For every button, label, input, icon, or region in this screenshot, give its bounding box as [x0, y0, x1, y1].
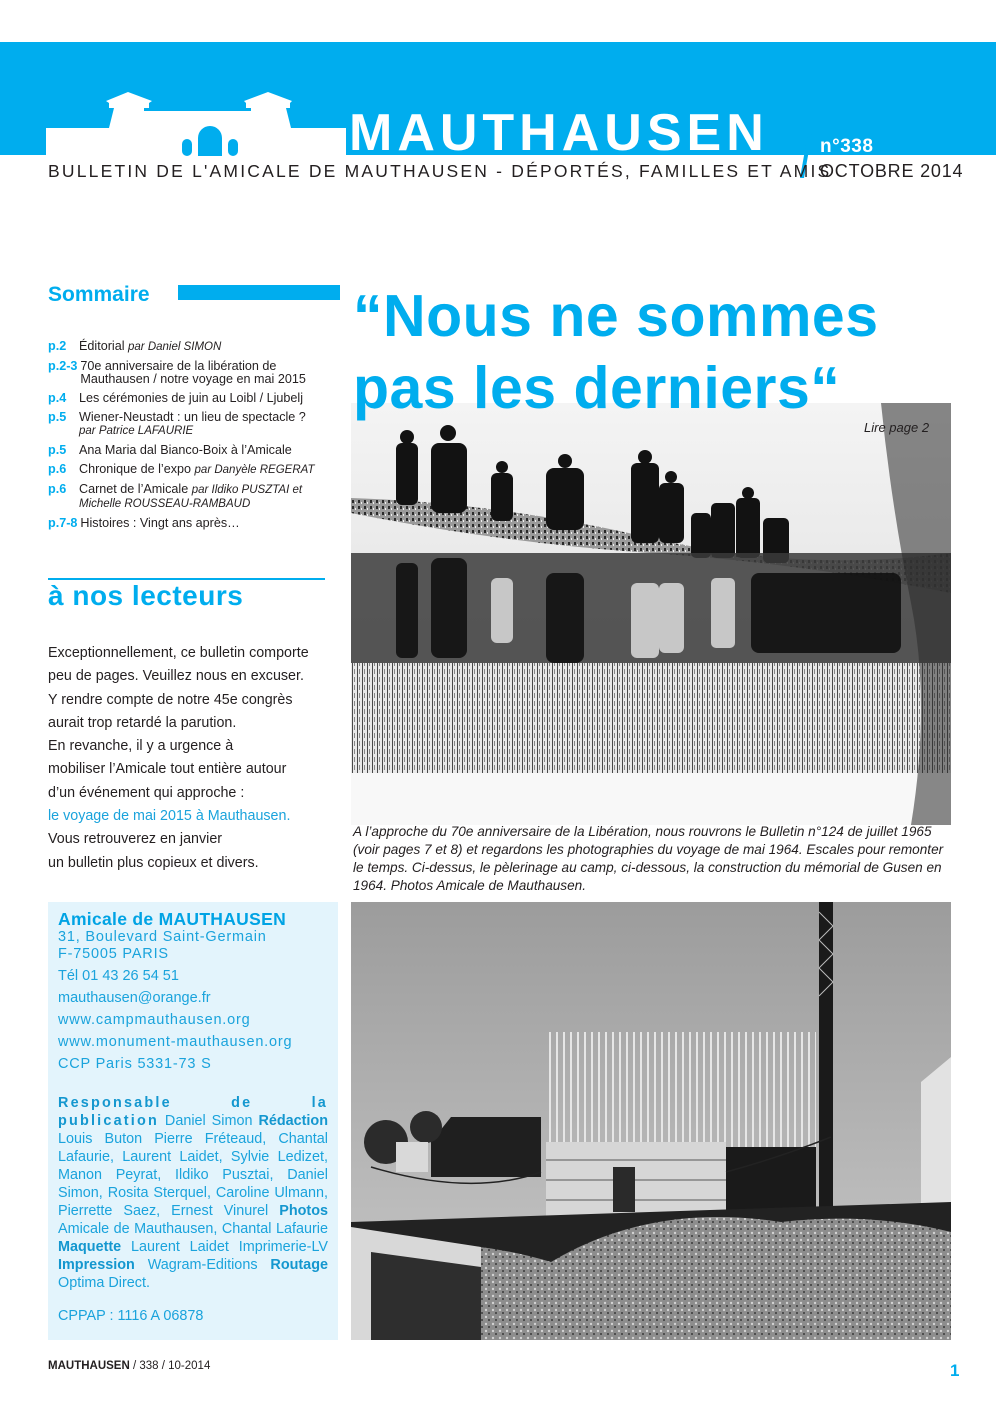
masthead-title: MAUTHAUSEN [349, 111, 769, 155]
toc-page: p.6 [48, 482, 67, 496]
credit-label: Responsable de la publication [58, 1095, 328, 1129]
cppap: CPPAP : 1116 A 06878 [58, 1308, 204, 1324]
text-line: En revanche, il y a urgence à [48, 738, 234, 755]
photo-image [351, 902, 951, 1340]
text-line: aurait trop retardé la parution. [48, 714, 237, 731]
toc-text: 70e anniversaire de la libération de Mauthausen / notre voyage en mai 2015 [80, 359, 306, 386]
headline-line: “Nous ne sommes [353, 283, 879, 349]
memorial-building-silhouette-icon [46, 86, 346, 156]
toc-item[interactable] [48, 340, 338, 354]
email-link[interactable]: mauthausen@orange.fr [58, 990, 211, 1006]
credit-label: Photos [279, 1203, 328, 1219]
credit-label: Routage [270, 1257, 328, 1273]
credit-value: Laurent Laidet Imprimerie-LV [131, 1239, 328, 1255]
toc-text: Histoires : Vingt ans après… [80, 516, 240, 530]
toc-item[interactable] [48, 411, 338, 438]
issue-date: OCTOBRE 2014 [820, 161, 964, 181]
toc-page: p.2 [48, 339, 67, 353]
toc-item[interactable] [48, 463, 338, 477]
footer-title: MAUTHAUSEN [48, 1360, 130, 1372]
toc-text: Les cérémonies de juin au Loibl / Ljubelj [79, 391, 304, 405]
toc-text: Éditorial [79, 339, 125, 353]
credits [58, 1094, 328, 1292]
toc-page: p.2-3 [48, 359, 78, 373]
toc-item[interactable] [48, 483, 338, 511]
address-line: 31, Boulevard Saint-Germain [58, 929, 267, 945]
credit-value: Wagram-Editions [147, 1257, 258, 1273]
headline-line: pas les derniers“ [353, 355, 841, 421]
text-line: Vous retrouverez en janvier [48, 831, 223, 848]
website-link[interactable]: www.monument-mauthausen.org [58, 1034, 293, 1050]
toc-author: par Danyèle REGERAT [194, 464, 315, 476]
phone: Tél 01 43 26 54 51 [58, 968, 179, 984]
read-more-link[interactable]: Lire page 2 [864, 420, 930, 435]
pilgrimage-photo [351, 403, 951, 825]
construction-photo [351, 902, 951, 1340]
issue-number: n°338 [820, 137, 874, 155]
table-of-contents [48, 340, 338, 536]
toc-author: par Ildiko PUSZTAI et Michelle ROUSSEAU-RAMBAUD [79, 484, 303, 510]
photo-image [351, 403, 951, 825]
contact-box [48, 902, 338, 1340]
toc-text: Ana Maria dal Bianco-Boix à l’Amicale [79, 443, 292, 457]
toc-text: Wiener-Neustadt : un lieu de spectacle ? [79, 410, 306, 424]
text-line: peu de pages. Veuillez nous en excuser. [48, 668, 304, 685]
toc-item[interactable] [48, 517, 338, 530]
toc-text: Chronique de l’expo [79, 462, 192, 476]
sommaire-bar [178, 285, 340, 300]
toc-item[interactable] [48, 392, 338, 405]
toc-page: p.5 [48, 410, 67, 424]
toc-page: p.7-8 [48, 516, 78, 530]
toc-author: par Daniel SIMON [128, 341, 222, 353]
toc-author: par Patrice LAFAURIE [79, 425, 194, 437]
toc-page: p.4 [48, 391, 67, 405]
toc-text: Carnet de l’Amicale [79, 482, 189, 496]
credit-label: Rédaction [258, 1113, 329, 1129]
ccp: CCP Paris 5331-73 S [58, 1056, 212, 1072]
toc-item[interactable] [48, 360, 338, 386]
sommaire-heading: Sommaire [48, 283, 150, 306]
text-line: un bulletin plus copieux et divers. [48, 854, 259, 871]
text-line: Exceptionnellement, ce bulletin comporte [48, 645, 309, 661]
organization-name: Amicale de MAUTHAUSEN [58, 909, 287, 929]
credit-value: Daniel Simon [164, 1113, 253, 1129]
text-line: d’un événement qui approche : [48, 784, 245, 801]
credit-value: Amicale de Mauthausen, Chantal Lafaurie [58, 1221, 328, 1237]
toc-page: p.5 [48, 443, 67, 457]
address-line: F-75005 PARIS [58, 946, 169, 962]
toc-item[interactable] [48, 444, 338, 457]
text-line: mobiliser l’Amicale tout entière autour [48, 761, 287, 778]
lecteurs-heading: à nos lecteurs [48, 580, 244, 611]
highlight-line: le voyage de mai 2015 à Mauthausen. [48, 808, 291, 825]
lecteurs-text [48, 642, 338, 875]
credit-label: Maquette [58, 1239, 122, 1255]
credit-label: Impression [58, 1257, 135, 1273]
text-line: Y rendre compte de notre 45e congrès [48, 691, 293, 708]
footer-issue: / 338 / 10-2014 [129, 1360, 211, 1372]
page-number: 1 [950, 1361, 960, 1380]
photo-caption: A l’approche du 70e anniversaire de la Libération, nous rouvrons le Bulletin n°124 de juillet 1965 (voir pages 7 et 8) et regardons les photographies du voyage de mai 1964. Escales pour remonter le temps. Ci-dessus, le pèlerinage au camp, ci-dessous, la construction du mémorial de Gusen en 1964. Photos Amicale de Mauthausen. [353, 824, 944, 893]
headline [353, 280, 879, 424]
footer-publication-info [48, 1360, 210, 1372]
credit-value: Optima Direct. [58, 1275, 150, 1291]
masthead-subtitle: BULLETIN DE L'AMICALE DE MAUTHAUSEN - DÉPORTÉS, FAMILLES ET AMIS [48, 161, 832, 181]
toc-page: p.6 [48, 462, 67, 476]
website-link[interactable]: www.campmauthausen.org [58, 1012, 251, 1028]
credit-value: Louis Buton Pierre Fréteaud, Chantal Lafaurie, Laurent Laidet, Sylvie Ledizet, Manon Peyrat, Ildiko Pusztai, Daniel Simon, Rosita Sterquel, Caroline Ulmann, Pierrette Saez, Ernest Vinurel [58, 1131, 328, 1219]
